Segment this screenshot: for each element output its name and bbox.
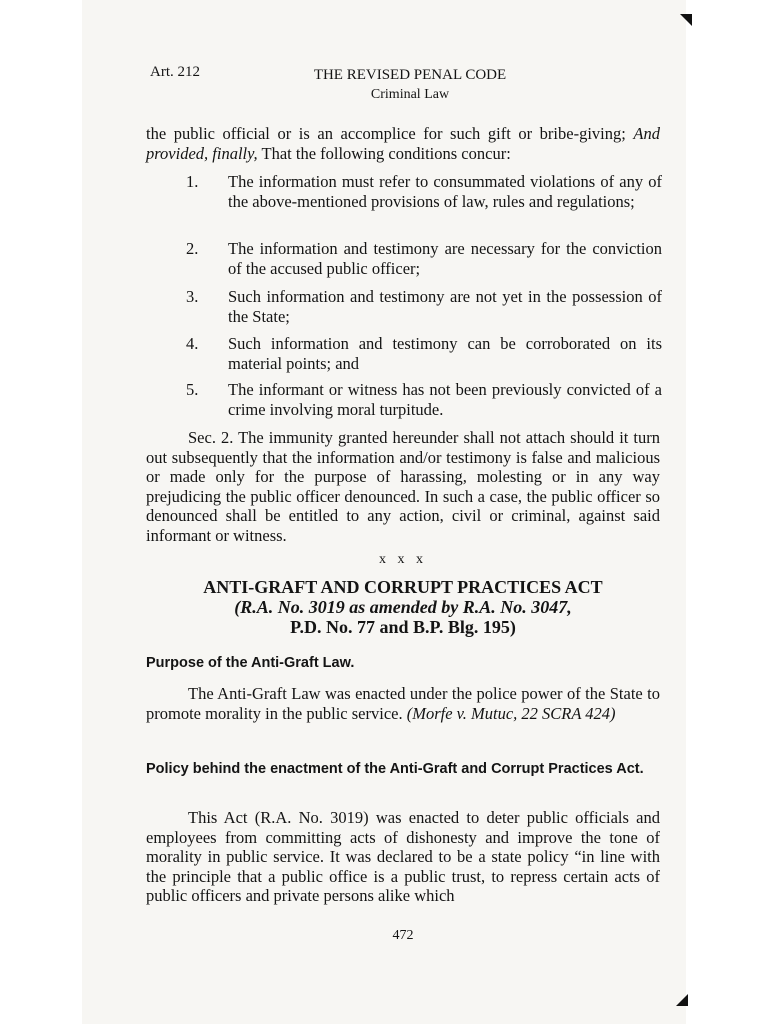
condition-number: 3.: [186, 287, 199, 306]
act-subtitle-line2: P.D. No. 77 and B.P. Blg. 195): [290, 617, 516, 637]
condition-item: [186, 334, 662, 373]
section-separator: x x x: [379, 552, 427, 567]
section-2-paragraph: Sec. 2. The immunity granted hereunder shall not attach should it turn out subsequently that the information and/or testimony is false and malicious or made only for the purpose of harassing, molesting or in any way prejudicing the public officer denounced. In such a case, the public officer so denounced shall be entitled to any action, civil or criminal, against said informant or witness.: [146, 428, 660, 545]
page-corner-marker-bottom: [676, 994, 688, 1006]
condition-number: 4.: [186, 334, 199, 353]
purpose-body: The Anti-Graft Law was enacted under the police power of the State to promote morality in the public service.: [146, 684, 660, 723]
policy-paragraph: This Act (R.A. No. 3019) was enacted to deter public officials and employees from committing acts of dishonesty and improve the tone of morality in public service. It was declared to be a state policy “in line with the principle that a public office is a public trust, to repress certain acts of public officers and private persons alike which: [146, 808, 660, 905]
page-corner-marker-top: [680, 14, 692, 26]
act-subtitle-line1: (R.A. No. 3019 as amended by R.A. No. 3047,: [234, 597, 572, 617]
book-subtitle: Criminal Law: [370, 87, 450, 102]
condition-item: [186, 172, 662, 211]
condition-item: [186, 380, 662, 419]
condition-item: [186, 239, 662, 278]
running-header: [270, 66, 550, 104]
condition-number: 5.: [186, 380, 199, 399]
policy-heading: Policy behind the enactment of the Anti-Graft and Corrupt Practices Act.: [146, 761, 644, 777]
condition-text: Such information and testimony are not yet in the possession of the State;: [228, 287, 662, 326]
purpose-paragraph: [146, 684, 660, 723]
condition-number: 1.: [186, 172, 199, 191]
condition-text: The information and testimony are necessary for the conviction of the accused public officer;: [228, 239, 662, 278]
condition-text: The information must refer to consummated violations of any of the above-mentioned provisions of law, rules and regulations;: [228, 172, 662, 211]
opening-line2-italic: provided, finally,: [146, 143, 258, 163]
book-title: THE REVISED PENAL CODE: [313, 67, 507, 83]
article-number: Art. 212: [150, 64, 200, 80]
opening-line1: the public official or is an accomplice for such gift or bribe-giving;: [146, 124, 626, 143]
opening-line1-italic: And: [633, 124, 660, 143]
condition-number: 2.: [186, 239, 199, 258]
opening-line2-rest: That the following conditions concur:: [261, 143, 511, 163]
purpose-citation: (Morfe v. Mutuc, 22 SCRA 424): [406, 703, 616, 723]
act-title-block: [146, 577, 660, 637]
purpose-heading: Purpose of the Anti-Graft Law.: [146, 655, 355, 671]
condition-text: Such information and testimony can be corroborated on its material points; and: [228, 334, 662, 373]
opening-paragraph: [146, 124, 660, 163]
page-number: 472: [392, 928, 414, 943]
act-title: ANTI-GRAFT AND CORRUPT PRACTICES ACT: [203, 577, 603, 597]
condition-text: The informant or witness has not been previously convicted of a crime involving moral turpitude.: [228, 380, 662, 419]
condition-item: [186, 287, 662, 326]
